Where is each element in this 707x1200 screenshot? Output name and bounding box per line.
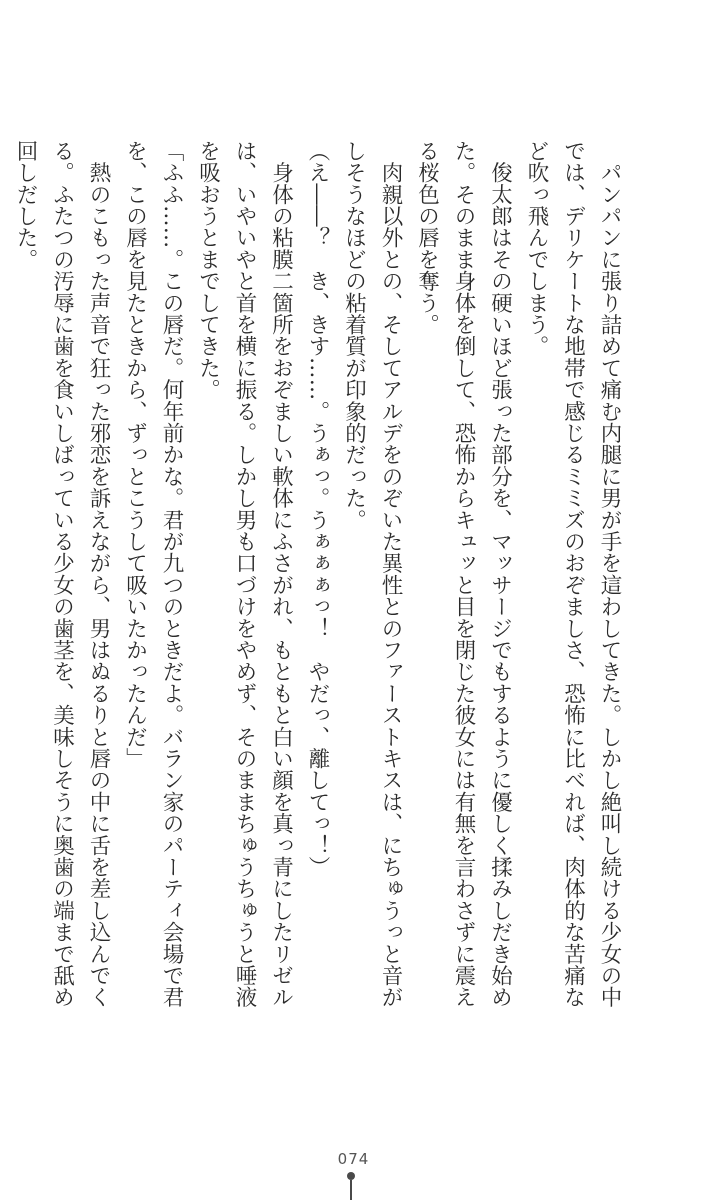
text-line: た。そのまま身体を倒して、恐怖からキュッと目を閉じた彼女には有無を言わさずに震え bbox=[451, 140, 476, 1009]
text-line: 肉親以外との、そしてアルデをのぞいた異性とのファーストキスは、にちゅうっと音が bbox=[378, 140, 403, 1008]
text-line: 回しだした。 bbox=[13, 140, 38, 271]
text-line: を吸おうとまでしてきた。 bbox=[195, 140, 221, 401]
page-number: 074 bbox=[337, 1150, 370, 1168]
text-line: では、デリケートな地帯で感じるミミズのおぞましさ、恐怖に比べれば、肉体的な苦痛な bbox=[560, 140, 586, 1008]
text-line: しそうなほどの粘着質が印象的だった。 bbox=[341, 140, 367, 531]
text-line: 「ふふ……。この唇だ。何年前かな。君が九つのときだよ。バラン家のパーティ会場で君 bbox=[159, 140, 184, 1008]
text-line: ど吹っ飛んでしまう。 bbox=[524, 140, 549, 357]
body-text bbox=[13, 140, 627, 1009]
page-marker-icon bbox=[346, 1172, 356, 1200]
text-line: パンパンに張り詰めて痛む内腿に男が手を這わしてきた。しかし絶叫し続ける少女の中 bbox=[597, 140, 622, 1009]
text-line: は、いやいやと首を横に振る。しかし男も口づけをやめず、そのままちゅうちゅうと唾液 bbox=[232, 140, 257, 1008]
text-line: （え――？ き、きす……。うぁっ。うぁぁぁっ！ やだっ、離してっ！） bbox=[305, 140, 330, 878]
text-line: 身体の粘膜二箇所をおぞましい軟体にふさがれ、もともと白い顔を真っ青にしたリゼル bbox=[268, 140, 294, 1008]
text-line: を、この唇を見たときから、ずっとこうして吸いたかったんだ」 bbox=[122, 140, 148, 770]
marker-stem bbox=[350, 1180, 352, 1200]
text-line: る桜色の唇を奪う。 bbox=[414, 140, 440, 336]
text-line: る。ふたつの汚辱に歯を食いしばっている少女の歯茎を、美味しそうに奥歯の端まで舐め bbox=[49, 140, 75, 1008]
marker-dot bbox=[347, 1172, 355, 1180]
text-line: 俊太郎はその硬いほど張った部分を、マッサージでもするように優しく揉みしだき始め bbox=[487, 140, 513, 1008]
text-line: 熱のこもった声音で狂った邪恋を訴えながら、男はぬるりと唇の中に舌を差し込んでく bbox=[86, 140, 111, 1009]
